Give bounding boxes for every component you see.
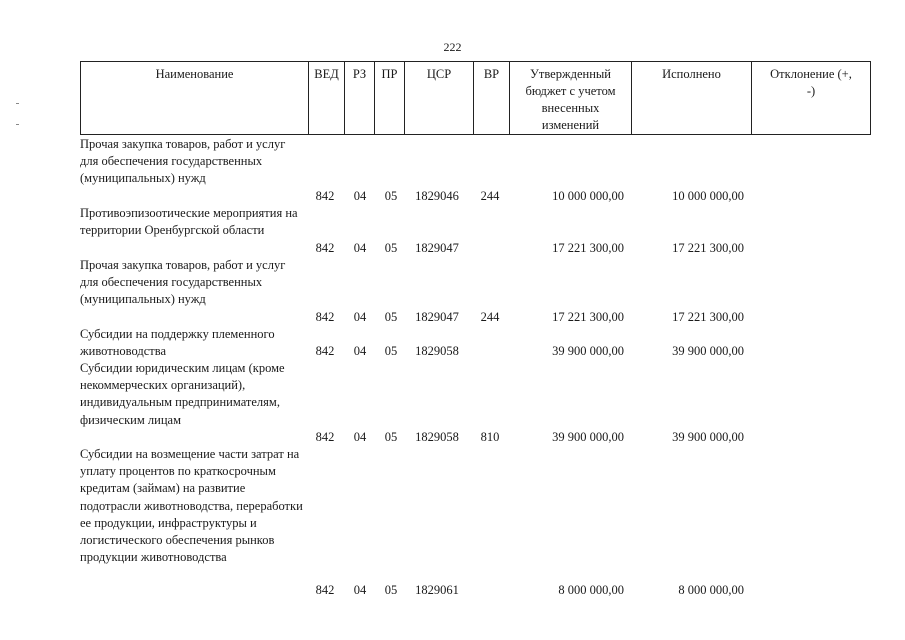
row-name: Прочая закупка товаров, работ и услуг для обеспечения государственных (муниципальных) нужд xyxy=(80,258,286,307)
table-row xyxy=(80,257,871,326)
scan-mark xyxy=(16,124,19,125)
row-budget: 10 000 000,00 xyxy=(552,189,624,203)
page-number: 222 xyxy=(443,40,462,54)
row-executed: 17 221 300,00 xyxy=(672,310,744,324)
table-row xyxy=(80,446,871,599)
row-ved: 842 xyxy=(315,241,335,255)
row-pr: 05 xyxy=(384,310,398,324)
row-rz: 04 xyxy=(353,189,367,203)
row-rz: 04 xyxy=(353,344,367,358)
row-rz: 04 xyxy=(353,241,367,255)
table-header xyxy=(80,61,871,135)
row-executed: 39 900 000,00 xyxy=(672,430,744,444)
header-executed: Исполнено xyxy=(631,62,751,134)
row-executed: 39 900 000,00 xyxy=(672,344,744,358)
header-csr: ЦСР xyxy=(404,62,473,134)
row-vr: 244 xyxy=(480,189,500,203)
row-executed: 10 000 000,00 xyxy=(672,189,744,203)
row-csr: 1829061 xyxy=(415,583,459,597)
row-name: Прочая закупка товаров, работ и услуг для обеспечения государственных (муниципальных) нужд xyxy=(80,137,286,186)
header-ved: ВЕД xyxy=(308,62,344,134)
scan-mark xyxy=(16,103,19,104)
row-rz: 04 xyxy=(353,310,367,324)
row-pr: 05 xyxy=(384,189,398,203)
header-budget: Утвержденный бюджет с учетом внесенных изменений xyxy=(509,62,631,134)
row-csr: 1829046 xyxy=(415,189,459,203)
table-row xyxy=(80,136,871,205)
row-rz: 04 xyxy=(353,583,367,597)
row-name: Субсидии на поддержку племенного животноводства xyxy=(80,327,275,359)
row-pr: 05 xyxy=(384,583,398,597)
row-budget: 17 221 300,00 xyxy=(552,310,624,324)
header-rz: РЗ xyxy=(344,62,374,134)
row-name: Субсидии на возмещение части затрат на уплату процентов по краткосрочным кредитам (займам) на развитие подотрасли животноводства, переработки ее продукции, инфраструктуры и логистического обеспечения рынков продукции животноводства xyxy=(80,447,303,565)
row-executed: 8 000 000,00 xyxy=(678,583,744,597)
row-csr: 1829058 xyxy=(415,430,459,444)
row-ved: 842 xyxy=(315,583,335,597)
table-row xyxy=(80,360,871,446)
header-vr: ВР xyxy=(473,62,509,134)
row-csr: 1829047 xyxy=(415,310,459,324)
row-executed: 17 221 300,00 xyxy=(672,241,744,255)
row-budget: 39 900 000,00 xyxy=(552,430,624,444)
header-name: Наименование xyxy=(155,67,234,81)
row-pr: 05 xyxy=(384,344,398,358)
row-csr: 1829047 xyxy=(415,241,459,255)
row-pr: 05 xyxy=(384,430,398,444)
row-budget: 39 900 000,00 xyxy=(552,344,624,358)
table-row xyxy=(80,205,871,257)
row-budget: 17 221 300,00 xyxy=(552,241,624,255)
row-name: Противоэпизоотические мероприятия на территории Оренбургской области xyxy=(80,206,298,238)
header-deviation: Отклонение (+, -) xyxy=(751,62,870,134)
row-ved: 842 xyxy=(315,189,335,203)
row-vr: 810 xyxy=(480,430,500,444)
row-rz: 04 xyxy=(353,430,367,444)
row-budget: 8 000 000,00 xyxy=(558,583,624,597)
row-name: Субсидии юридическим лицам (кроме некоммерческих организаций), индивидуальным предпринимателям, физическим лицам xyxy=(80,361,285,427)
row-csr: 1829058 xyxy=(415,344,459,358)
header-pr: ПР xyxy=(374,62,404,134)
row-pr: 05 xyxy=(384,241,398,255)
row-vr: 244 xyxy=(480,310,500,324)
row-ved: 842 xyxy=(315,430,335,444)
row-ved: 842 xyxy=(315,310,335,324)
row-ved: 842 xyxy=(315,344,335,358)
table-row xyxy=(80,326,871,360)
